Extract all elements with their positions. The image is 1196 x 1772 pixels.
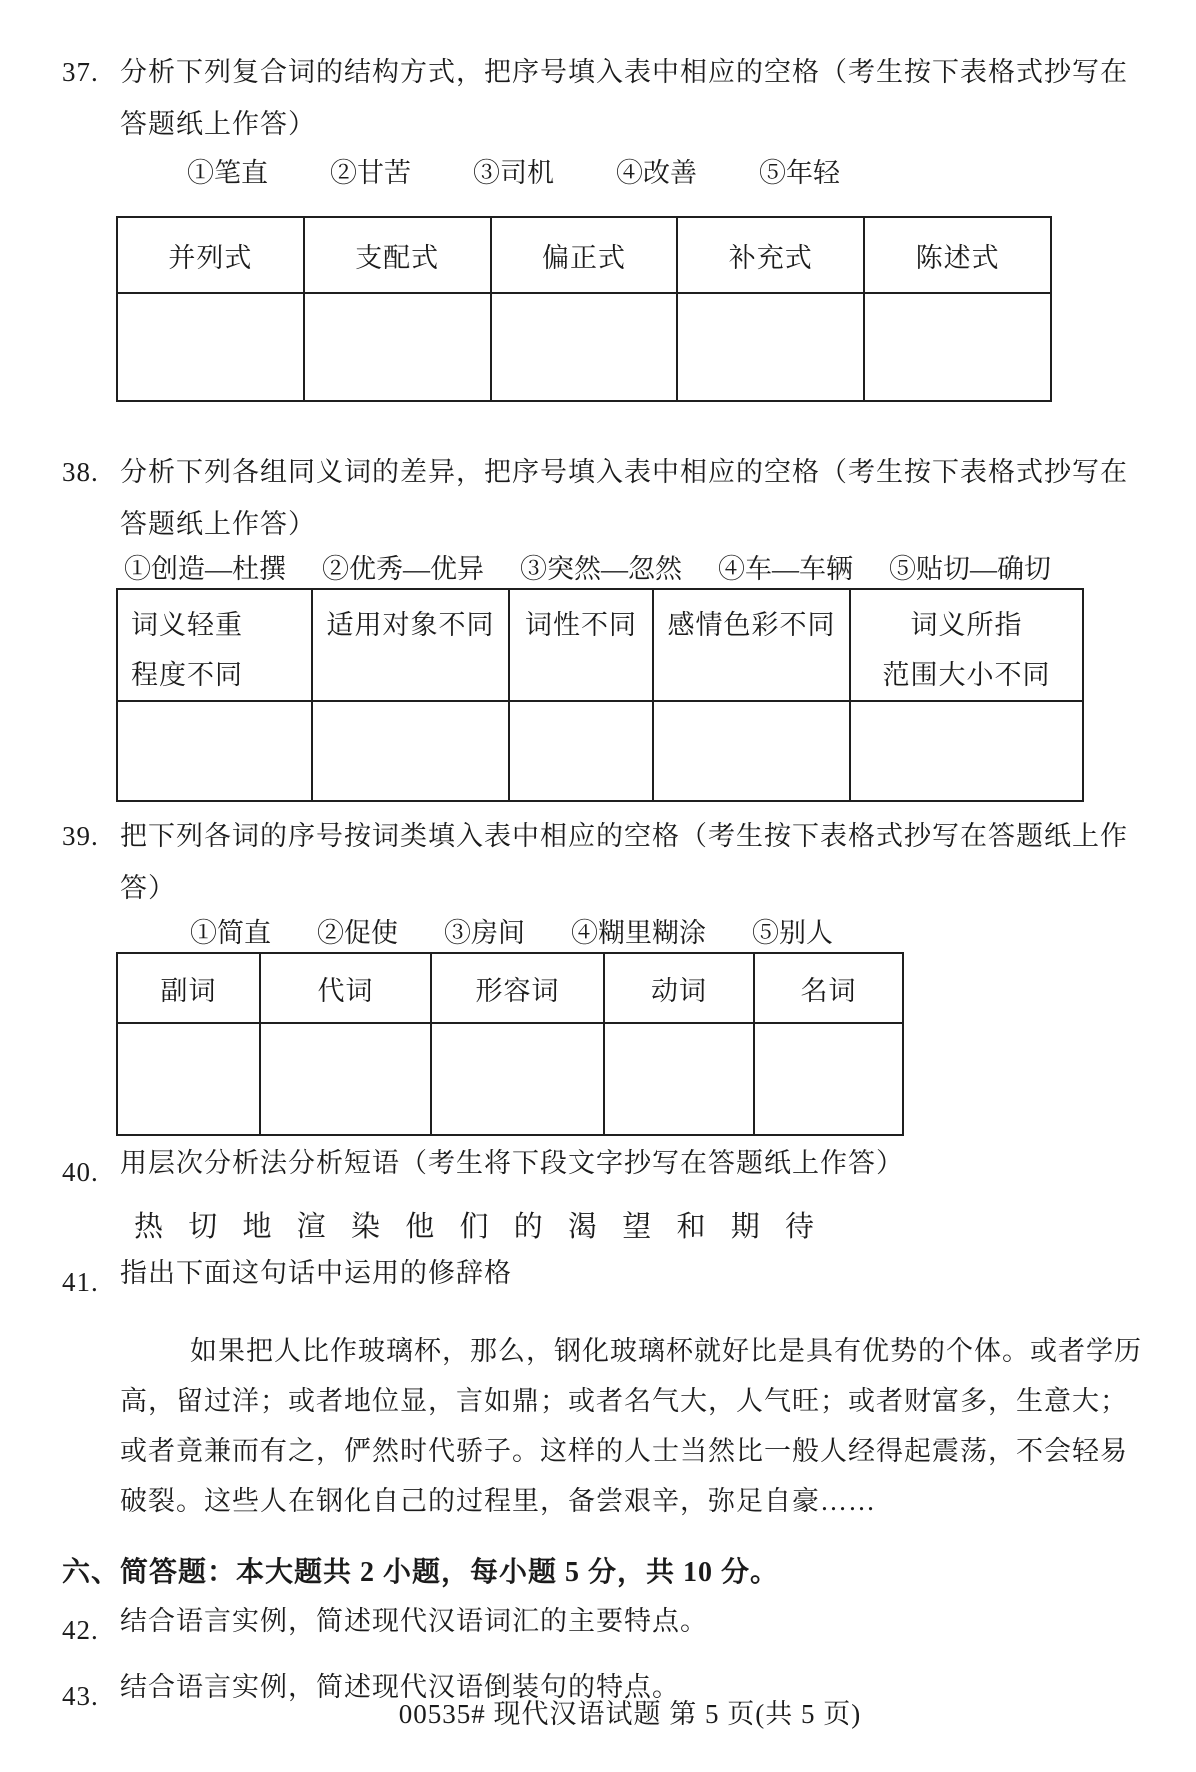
item-option: ②甘苦 <box>330 158 411 188</box>
answer-cell-empty <box>117 293 304 401</box>
header-cell <box>117 589 312 701</box>
answer-cell-empty <box>754 1023 903 1135</box>
answer-cell-empty <box>491 293 678 401</box>
header-line: 程度不同 <box>131 660 243 690</box>
item-option: ③司机 <box>473 158 554 188</box>
question-42 <box>62 1604 1138 1656</box>
item-option: ⑤别人 <box>752 918 833 948</box>
question-39-items <box>190 916 1138 950</box>
header-line: 词性不同 <box>525 610 637 640</box>
question-39-number: 39. <box>62 821 99 851</box>
page-footer: 00535# 现代汉语试题 第 5 页(共 5 页) <box>398 1699 862 1729</box>
answer-cell-empty <box>653 701 850 801</box>
answer-cell-empty <box>117 701 312 801</box>
section-six-heading: 六、简答题：本大题共 2 小题，每小题 5 分，共 10 分。 <box>62 1557 780 1588</box>
answer-cell-empty <box>312 701 509 801</box>
question-40-number: 40. <box>62 1157 99 1187</box>
header-cell: 支配式 <box>304 217 491 293</box>
header-cell: 代词 <box>260 953 431 1023</box>
answer-cell-empty <box>850 701 1083 801</box>
item-option: ④车—车辆 <box>718 554 853 584</box>
question-37 <box>62 46 1138 150</box>
item-option: ④改善 <box>616 158 697 188</box>
question-42-text: 结合语言实例，简述现代汉语词汇的主要特点。 <box>120 1606 708 1636</box>
header-cell: 形容词 <box>431 953 604 1023</box>
header-line: 范围大小不同 <box>882 660 1051 690</box>
header-cell: 名词 <box>754 953 903 1023</box>
item-option: ③突然—忽然 <box>520 554 682 584</box>
header-cell: 陈述式 <box>864 217 1051 293</box>
question-43-number: 43. <box>62 1681 99 1711</box>
item-option: ⑤年轻 <box>759 158 840 188</box>
item-option: ①简直 <box>190 918 271 948</box>
header-cell <box>653 589 850 701</box>
word-class-table <box>116 952 904 1136</box>
question-37-number: 37. <box>62 57 99 87</box>
header-cell <box>509 589 653 701</box>
header-line: 适用对象不同 <box>326 610 495 640</box>
paragraph-line: 破裂。这些人在钢化自己的过程里，备尝艰辛，弥足自豪…… <box>120 1486 876 1516</box>
item-option: ⑤贴切—确切 <box>889 554 1051 584</box>
question-43-text: 结合语言实例，简述现代汉语倒装句的特点。 <box>120 1672 680 1702</box>
question-41-number: 41. <box>62 1267 99 1297</box>
question-38-items <box>124 552 1138 586</box>
item-option: ①创造—杜撰 <box>124 554 286 584</box>
header-line: 词义轻重 <box>131 610 243 640</box>
question-39 <box>62 810 1138 914</box>
header-cell: 副词 <box>117 953 260 1023</box>
answer-cell-empty <box>304 293 491 401</box>
question-42-number: 42. <box>62 1615 99 1645</box>
header-cell: 补充式 <box>677 217 864 293</box>
quoted-paragraph <box>120 1326 1142 1526</box>
answer-cell-empty <box>260 1023 431 1135</box>
table-answer-row <box>117 701 1083 801</box>
paragraph-line: 高，留过洋；或者地位显，言如鼎；或者名气大，人气旺；或者财富多，生意大； <box>120 1386 1128 1416</box>
question-37-text: 分析下列复合词的结构方式，把序号填入表中相应的空格（考生按下表格式抄写在答题纸上作答） <box>120 57 1128 139</box>
question-37-items <box>187 156 1138 190</box>
header-cell <box>312 589 509 701</box>
header-line: 感情色彩不同 <box>667 610 836 640</box>
question-41-text: 指出下面这句话中运用的修辞格 <box>120 1258 512 1288</box>
header-cell: 并列式 <box>117 217 304 293</box>
item-option: ④糊里糊涂 <box>571 918 706 948</box>
answer-cell-empty <box>509 701 653 801</box>
item-option: ③房间 <box>444 918 525 948</box>
header-line: 词义所指 <box>910 610 1023 640</box>
answer-cell-empty <box>117 1023 260 1135</box>
question-41 <box>62 1256 1138 1308</box>
analysis-phrase: 热 切 地 渲 染 他 们 的 渴 望 和 期 待 <box>134 1211 824 1243</box>
question-40 <box>62 1146 1138 1198</box>
synonym-difference-table <box>116 588 1084 802</box>
table-answer-row <box>117 293 1051 401</box>
paragraph-line: 或者竟兼而有之，俨然时代骄子。这样的人士当然比一般人经得起震荡，不会轻易 <box>120 1436 1128 1466</box>
header-cell: 动词 <box>604 953 754 1023</box>
word-structure-table <box>116 216 1052 402</box>
question-38-text: 分析下列各组同义词的差异，把序号填入表中相应的空格（考生按下表格式抄写在答题纸上作答） <box>120 457 1128 539</box>
paragraph-line: 如果把人比作玻璃杯，那么，钢化玻璃杯就好比是具有优势的个体。或者学历 <box>190 1336 1142 1366</box>
table-header-row <box>117 217 1051 293</box>
item-option: ②优秀—优异 <box>322 554 484 584</box>
header-cell: 偏正式 <box>491 217 678 293</box>
table-header-row <box>117 589 1083 701</box>
answer-cell-empty <box>677 293 864 401</box>
answer-cell-empty <box>864 293 1051 401</box>
item-option: ②促使 <box>317 918 398 948</box>
question-38-number: 38. <box>62 457 99 487</box>
question-40-text: 用层次分析法分析短语（考生将下段文字抄写在答题纸上作答） <box>120 1148 904 1178</box>
table-answer-row <box>117 1023 903 1135</box>
item-option: ①笔直 <box>187 158 268 188</box>
table-header-row <box>117 953 903 1023</box>
question-38 <box>62 446 1138 550</box>
header-cell <box>850 589 1083 701</box>
answer-cell-empty <box>431 1023 604 1135</box>
question-39-text: 把下列各词的序号按词类填入表中相应的空格（考生按下表格式抄写在答题纸上作答） <box>120 821 1128 903</box>
answer-cell-empty <box>604 1023 754 1135</box>
